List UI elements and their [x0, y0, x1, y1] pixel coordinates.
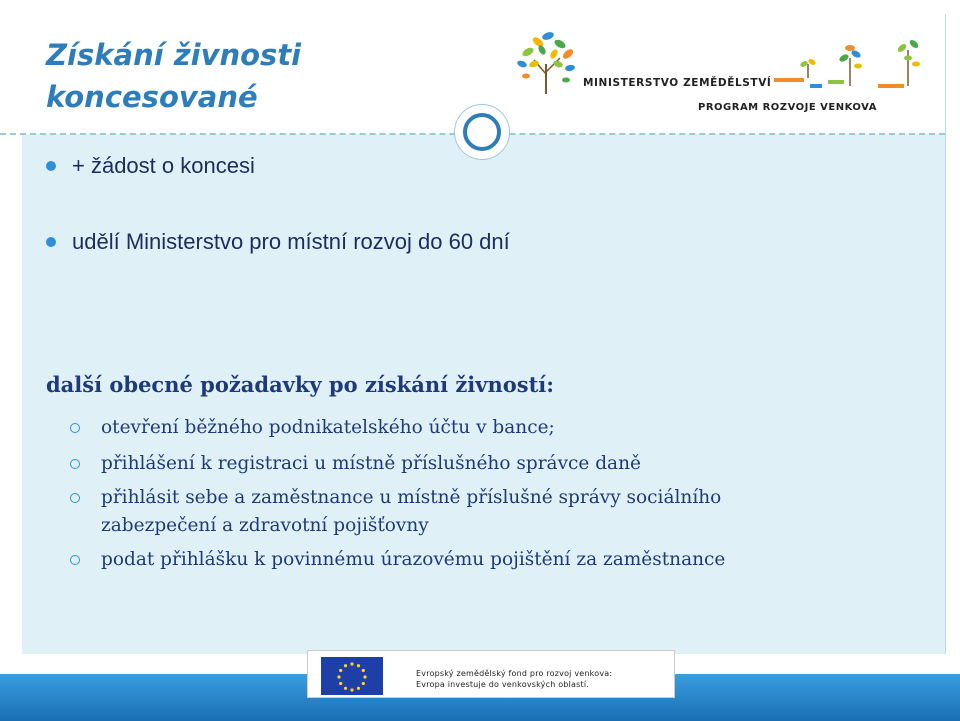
requirement-text: zabezpečení a zdravotní pojišťovny	[101, 515, 429, 536]
ministry-tree-icon	[516, 31, 575, 94]
program-trees-icon	[774, 38, 920, 88]
requirements-heading: další obecné požadavky po získání živností:	[46, 372, 555, 397]
eu-flag-icon	[321, 657, 383, 695]
eu-stars-icon	[321, 657, 383, 695]
program-name: PROGRAM ROZVOJE VENKOVA	[698, 102, 877, 113]
slide-title	[46, 34, 406, 118]
requirement-text: přihlášení k registraci u místně příslušného správce daně	[101, 453, 641, 474]
decor-circle-inner	[463, 113, 501, 151]
title-line-1: Získání živnosti	[46, 38, 302, 72]
title-line-2: koncesované	[46, 80, 258, 114]
ring-bullet-icon	[70, 555, 80, 565]
requirement-text: otevření běžného podnikatelského účtu v bance;	[101, 417, 555, 438]
bullet-dot-icon	[46, 161, 56, 171]
bullet-dot-icon	[46, 237, 56, 247]
bullet-text: + žádost o koncesi	[72, 153, 255, 178]
ring-bullet-icon	[70, 423, 80, 433]
decor-circle-icon	[454, 104, 510, 160]
eu-fund-line-1: Evropský zemědělský fond pro rozvoj venkova:	[416, 669, 613, 678]
frame-right-line	[945, 14, 946, 654]
eu-fund-line-2: Evropa investuje do venkovských oblastí.	[416, 680, 589, 689]
ring-bullet-icon	[70, 459, 80, 469]
bullet-text: udělí Ministerstvo pro místní rozvoj do 60 dní	[72, 229, 510, 254]
ring-bullet-icon	[70, 493, 80, 503]
requirement-text: přihlásit sebe a zaměstnance u místně příslušné správy sociálního	[101, 487, 722, 508]
eu-funding-logo	[307, 650, 675, 698]
ministry-logo	[506, 24, 926, 120]
ministry-name: MINISTERSTVO ZEMĚDĚLSTVÍ	[583, 77, 772, 89]
requirement-text: podat přihlášku k povinnému úrazovému pojištění za zaměstnance	[101, 549, 726, 570]
